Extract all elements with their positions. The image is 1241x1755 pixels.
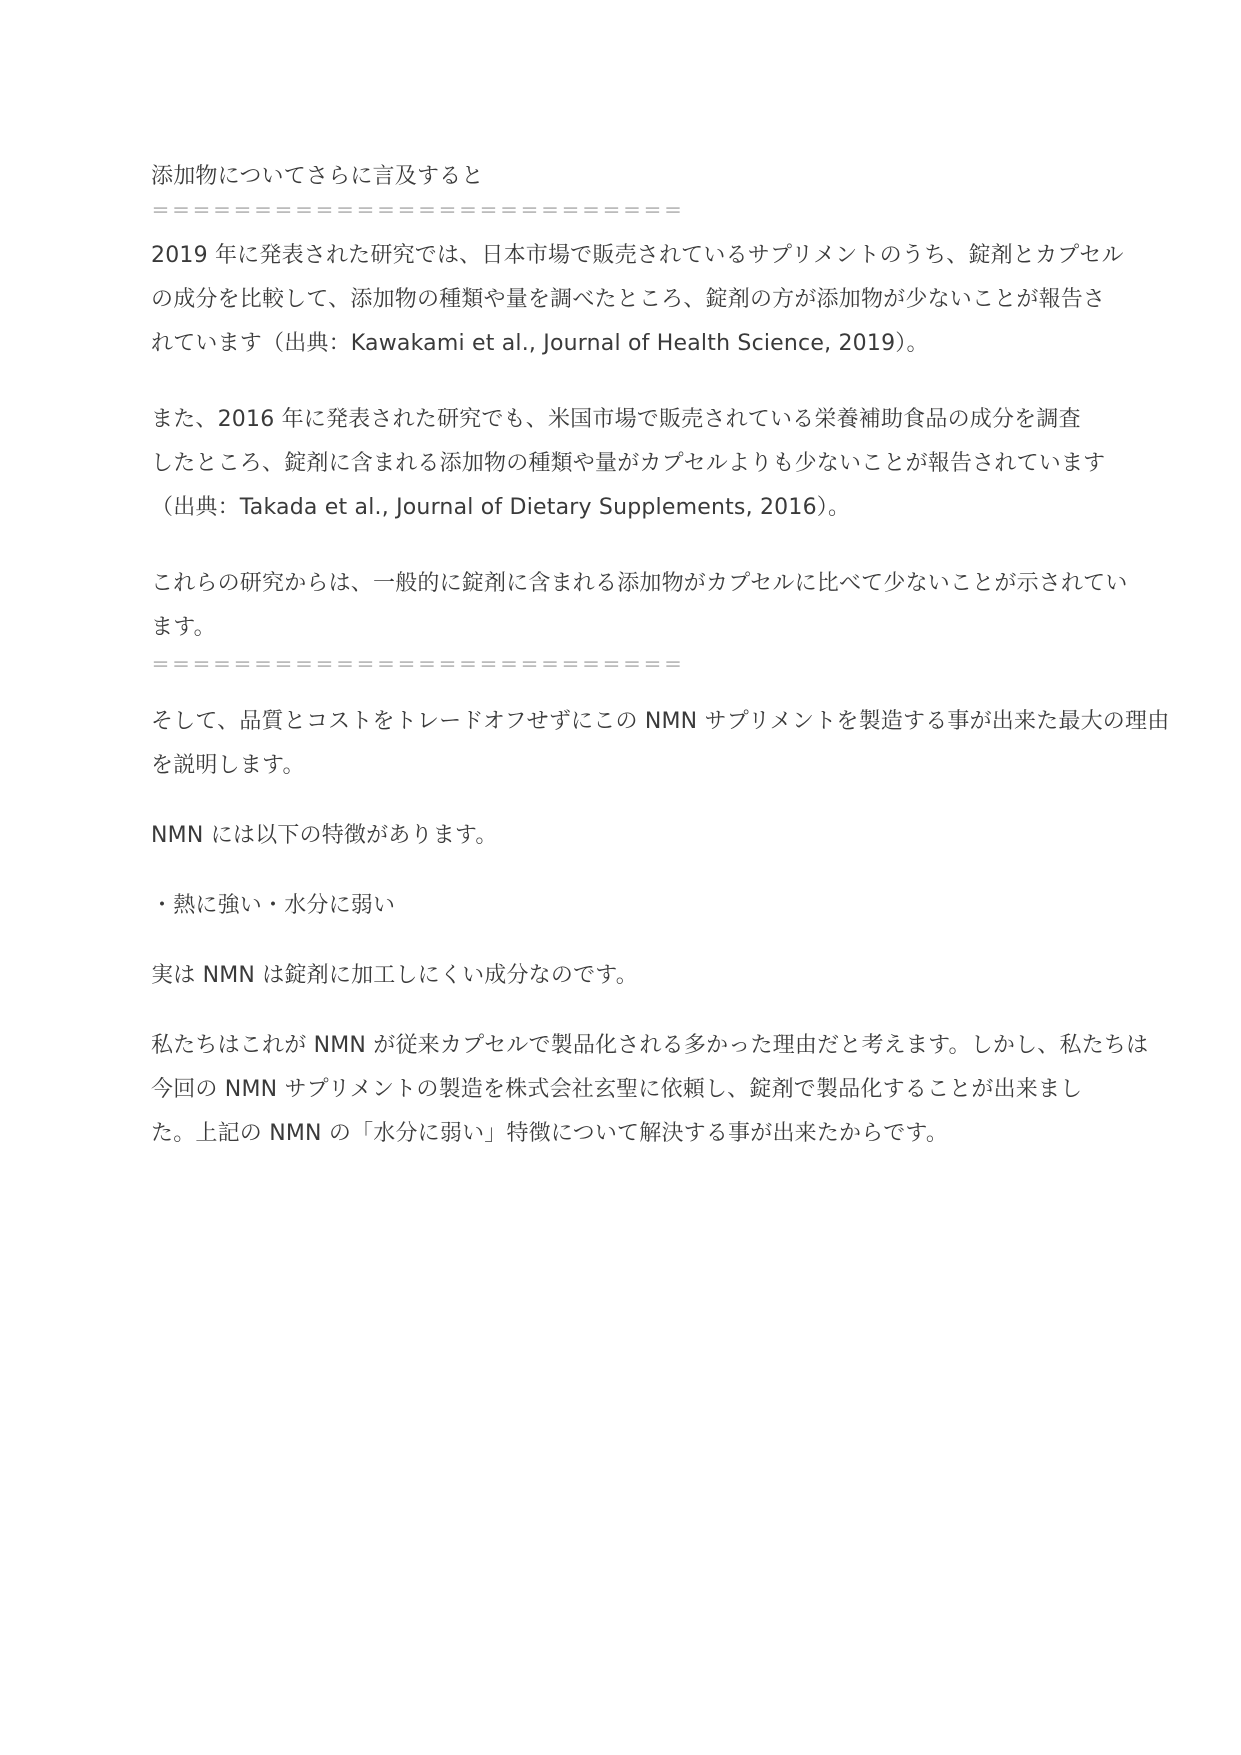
paragraph-line: したところ、錠剤に含まれる添加物の種類や量がカプセルよりも少ないことが報告されています [151,451,1106,476]
separator-top: ＝＝＝＝＝＝＝＝＝＝＝＝＝＝＝＝＝＝＝＝＝＝＝＝＝＝ [151,200,685,222]
paragraph-line: た。上記の NMN の「水分に弱い」特徴について解決する事が出来たからです。 [151,1121,949,1146]
paragraph-line: そして、品質とコストをトレードオフせずにこの NMN サプリメントを製造する事が出来た最大の理由 [151,709,1170,734]
paragraph-line: を説明します。 [151,753,305,778]
paragraph-line: の成分を比較して、添加物の種類や量を調べたところ、錠剤の方が添加物が少ないことが報告さ [151,287,1106,312]
paragraph-manufacturing [151,1024,1149,1156]
separator-bottom: ＝＝＝＝＝＝＝＝＝＝＝＝＝＝＝＝＝＝＝＝＝＝＝＝＝＝ [151,654,685,676]
paragraph-nmn-difficulty [151,954,1091,998]
list-item: ・熱に強い・水分に弱い [151,893,396,918]
section-heading: 添加物についてさらに言及すると [151,164,484,189]
paragraph-line: 今回の NMN サプリメントの製造を株式会社玄聖に依頼し、錠剤で製品化することが出来まし [151,1077,1083,1102]
paragraph-reason-intro [151,700,1170,788]
paragraph-line: また、2016 年に発表された研究でも、米国市場で販売されている栄養補助食品の成分を調査 [151,407,1081,432]
paragraph-line: れています（出典：Kawakami et al., Journal of Health Science, 2019）。 [151,331,929,356]
paragraph-nmn-features-list [151,884,1091,928]
paragraph-line: 実は NMN は錠剤に加工しにくい成分なのです。 [151,963,638,988]
paragraph-line: 私たちはこれが NMN が従来カプセルで製品化される多かった理由だと考えます。しかし、私たちは [151,1033,1149,1058]
paragraph-line: ます。 [151,615,216,640]
paragraph-line: NMN には以下の特徴があります。 [151,823,498,848]
paragraph-kawakami-study [151,234,1124,366]
paragraph-line: （出典：Takada et al., Journal of Dietary Supplements, 2016）。 [151,495,851,520]
paragraph-line: これらの研究からは、一般的に錠剤に含まれる添加物がカプセルに比べて少ないことが示されてい [151,571,1128,596]
paragraph-conclusion [151,562,1128,650]
paragraph-nmn-features-intro [151,814,1091,858]
paragraph-takada-study [151,398,1106,530]
document-body [151,158,1170,1168]
paragraph-line: 2019 年に発表された研究では、日本市場で販売されているサプリメントのうち、錠剤とカプセル [151,243,1124,268]
